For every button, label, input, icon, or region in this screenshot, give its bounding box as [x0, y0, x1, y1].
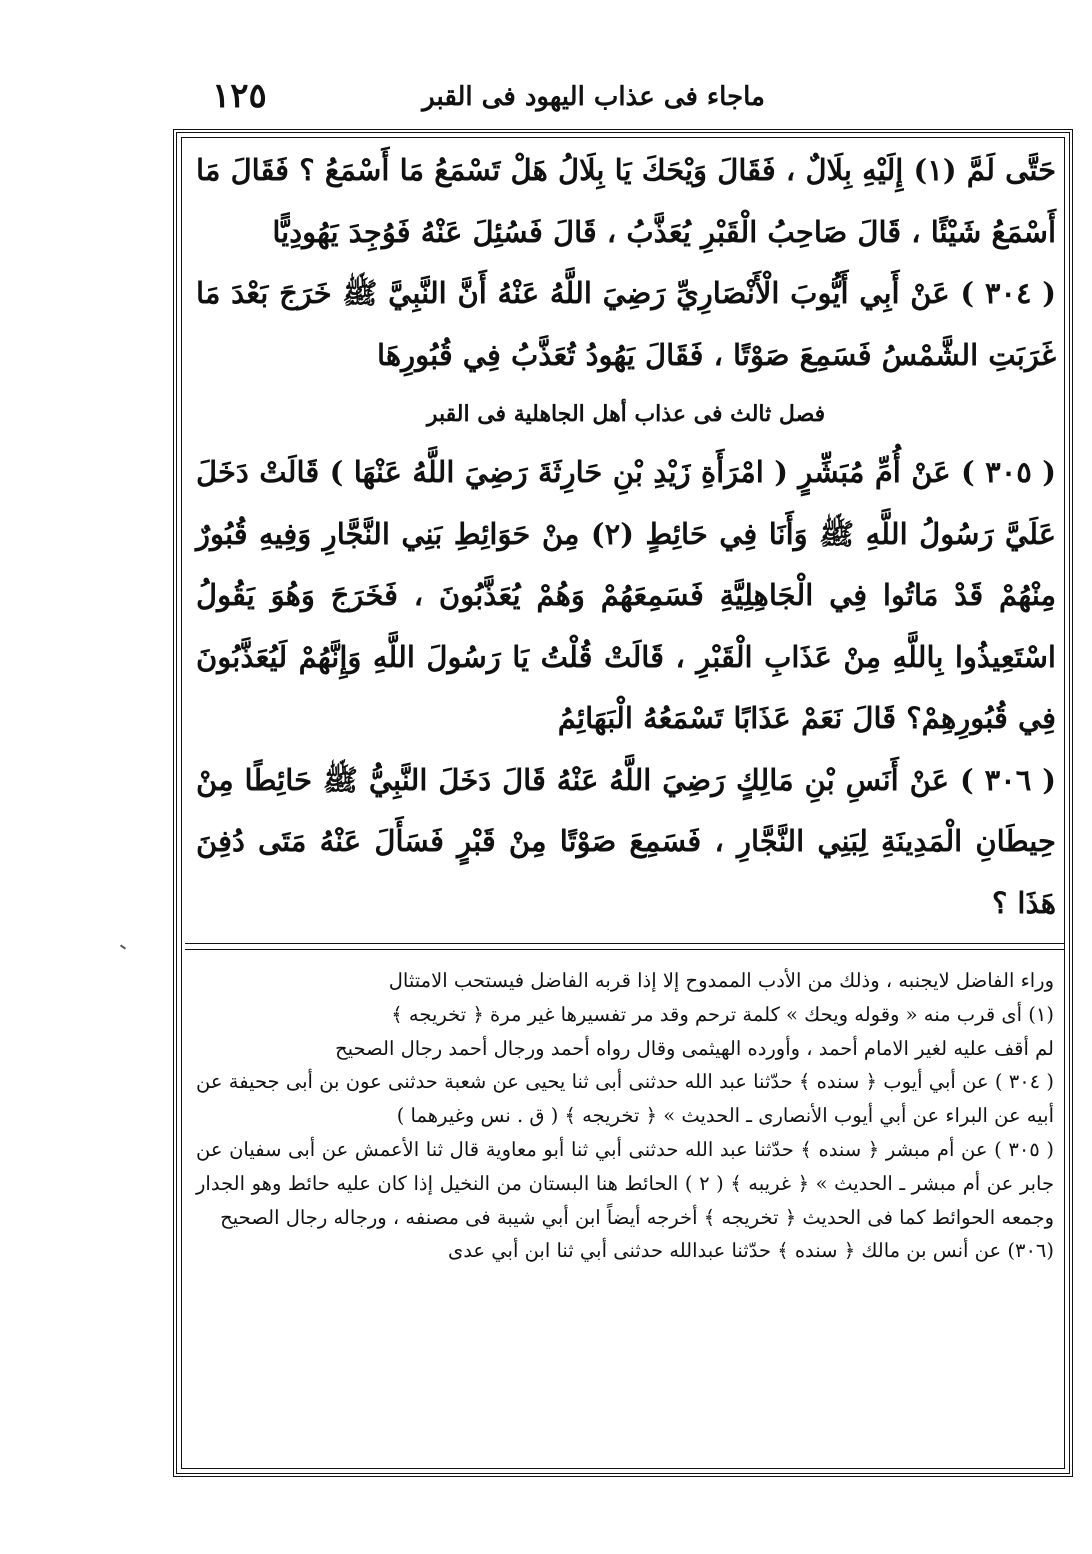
footnote-divider [185, 949, 1065, 950]
hadith-306: ( ٣٠٦ ) عَنْ أَنَسِ بْنِ مَالِكٍ رَضِيَ اللَّهُ عَنْهُ قَالَ دَخَلَ النَّبِيُّ ﷺ حَائِطًا مِنْ حِيطَانِ الْمَدِينَةِ لِبَنِي النَّجَّارِ ، فَسَمِعَ صَوْتًا مِنْ قَبْرٍ فَسَأَلَ عَنْهُ مَتَى دُفِنَ هَذَا ؟ [196, 762, 1056, 920]
footnote-divider [185, 943, 1065, 944]
main-text [196, 140, 1056, 920]
page-header [190, 76, 765, 126]
running-title: ماجاء فى عذاب اليهود فى القبر [422, 82, 765, 112]
section-heading: فصل ثالث فى عذاب أهل الجاهلية فى القبر [426, 401, 826, 427]
footnote-306: (٣٠٦) عن أنس بن مالك ﴿ سنده ﴾ حدّثنا عبدالله حدثنى أبي ثنا ابن أبي عدى [447, 1239, 1054, 1263]
footnote-line: وراء الفاضل لايجنبه ، وذلك من الأدب الممدوح إلا إذا قربه الفاضل فيستحب الامتثال [388, 969, 1054, 992]
page-number: ١٢٥ [212, 76, 267, 116]
footnote-305: ( ٣٠٥ ) عن أم مبشر ﴿ سنده ﴾ حدّثنا عبد الله حدثنى أبي ثنا أبو معاوية قال ثنا الأعمش عن أبى سفيان عن جابر عن أم مبشر ـ الحديث » ﴿ غريبه ﴾ ( ٢ ) الحائط هنا البستان من النخيل إذا كان عليه حائط وهو الجدار وجمعه الحوائط كما فى الحديث ﴿ تخريجه ﴾ أخرجه أيضاً ابن أبي شيبة فى مصنفه ، ورجاله رجال الصحيح [196, 1137, 1055, 1229]
hadith-304: ( ٣٠٤ ) عَنْ أَبِي أَيُّوبَ الْأَنْصَارِيِّ رَضِيَ اللَّهُ عَنْهُ أَنَّ النَّبِيَّ ﷺ خَرَجَ بَعْدَ مَا غَرَبَتِ الشَّمْسُ فَسَمِعَ صَوْتًا ، فَقَالَ يَهُودُ تُعَذَّبُ فِي قُبُورِهَا [196, 276, 1056, 372]
footnote-304: ( ٣٠٤ ) عن أبي أيوب ﴿ سنده ﴾ حدّثنا عبد الله حدثنى أبى ثنا يحيى عن شعبة حدثنى عون بن أبى جحيفة عن أبيه عن البراء عن أبي أيوب الأنصارى ـ الحديث » ﴿ تخريجه ﴾ ( ق . نس وغيرهما ) [196, 1070, 1055, 1128]
footnote-line: لم أقف عليه لغير الامام أحمد ، وأورده الهيثمى وقال رواه أحمد ورجال أحمد رجال الصحيح [335, 1036, 1054, 1060]
footnote-1: (١) أى قرب منه « وقوله ويحك » كلمة ترحم وقد مر تفسيرها غير مرة ﴿ تخريجه ﴾ [391, 1002, 1054, 1026]
hadith-305: ( ٣٠٥ ) عَنْ أُمِّ مُبَشِّرٍ ( امْرَأَةِ زَيْدِ بْنِ حَارِثَةَ رَضِيَ اللَّهُ عَنْهَا ) قَالَتْ دَخَلَ عَلَيَّ رَسُولُ اللَّهِ ﷺ وَأَنَا فِي حَائِطٍ (٢) مِنْ حَوَائِطِ بَنِي النَّجَّارِ وَفِيهِ قُبُورٌ مِنْهُمْ قَدْ مَاتُوا فِي الْجَاهِلِيَّةِ فَسَمِعَهُمْ وَهُمْ يُعَذَّبُونَ ، فَخَرَجَ وَهُوَ يَقُولُ اسْتَعِيذُوا بِاللَّهِ مِنْ عَذَابِ الْقَبْرِ ، قَالَتْ قُلْتُ يَا رَسُولَ اللَّهِ وَإِنَّهُمْ لَيُعَذَّبُونَ فِي قُبُورِهِمْ؟ قَالَ نَعَمْ عَذَابًا تَسْمَعُهُ الْبَهَائِمُ [196, 455, 1057, 735]
scan-mark [120, 944, 126, 949]
hadith-paragraph: حَتَّى لَمَّ (١) إِلَيْهِ بِلَالٌ ، فَقَالَ وَيْحَكَ يَا بِلَالُ هَلْ تَسْمَعُ مَا أَسْمَعُ ؟ فَقَالَ مَا أَسْمَعُ شَيْئًا ، قَالَ صَاحِبُ الْقَبْرِ يُعَذَّبُ ، قَالَ فَسُئِلَ عَنْهُ فَوُجِدَ يَهُودِيًّا [196, 153, 1056, 249]
footnotes [196, 964, 1054, 1459]
